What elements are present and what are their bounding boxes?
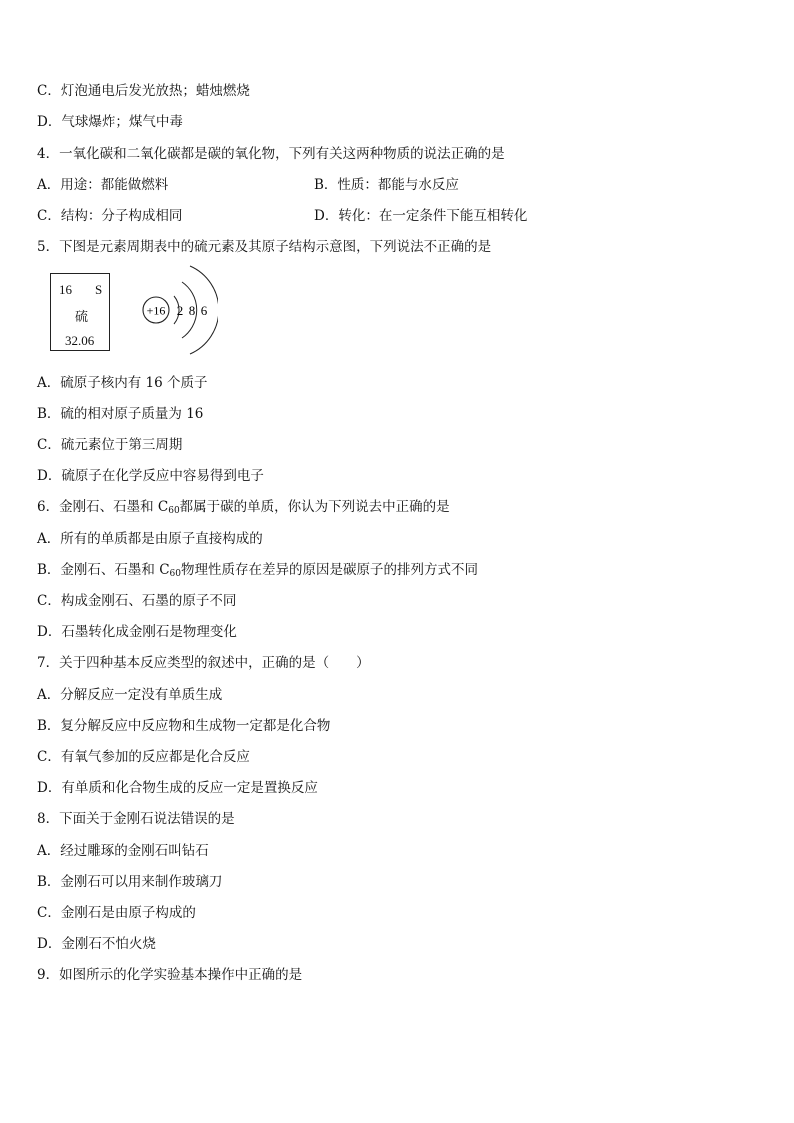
- q3-option-d: D．气球爆炸；煤气中毒: [37, 114, 183, 130]
- atomic-number: 16: [59, 282, 72, 297]
- q7-option-c: C．有氧气参加的反应都是化合反应: [37, 749, 250, 765]
- q5-option-a: A．硫原子核内有 16 个质子: [37, 375, 208, 391]
- q6-stem-pre: 6．金刚石、石墨和 C: [37, 499, 169, 515]
- q6-stem-post: 都属于碳的单质，你认为下列说去中正确的是: [179, 499, 450, 515]
- q4-option-d: D．转化：在一定条件下能互相转化: [314, 208, 528, 224]
- q6-option-b-post: 物理性质存在差异的原因是碳原子的排列方式不同: [181, 562, 478, 578]
- q6-option-b-subscript: 60: [169, 569, 181, 579]
- nucleus-charge: +16: [146, 303, 166, 318]
- q4-option-c: C．结构：分子构成相同: [37, 208, 183, 224]
- q7-stem: 7．关于四种基本反应类型的叙述中，正确的是（ ）: [37, 655, 370, 671]
- q7-option-d: D．有单质和化合物生成的反应一定是置换反应: [37, 780, 318, 796]
- q8-option-b: B．金刚石可以用来制作玻璃刀: [37, 874, 223, 890]
- q6-option-b: [37, 561, 478, 579]
- q5-option-c: C．硫元素位于第三周期: [37, 437, 183, 453]
- q4-option-b: B．性质：都能与水反应: [314, 177, 459, 193]
- q6-option-a: A．所有的单质都是由原子直接构成的: [37, 531, 263, 547]
- q5-option-b: B．硫的相对原子质量为 16: [37, 406, 204, 422]
- q8-stem: 8．下面关于金刚石说法错误的是: [37, 811, 235, 827]
- q6-stem-subscript: 60: [168, 506, 180, 516]
- q8-option-d: D．金刚石不怕火烧: [37, 936, 156, 952]
- q7-option-b: B．复分解反应中反应物和生成物一定都是化合物: [37, 718, 331, 734]
- q6-option-d: D．石墨转化成金刚石是物理变化: [37, 624, 237, 640]
- q5-stem: 5．下图是元素周期表中的硫元素及其原子结构示意图，下列说法不正确的是: [37, 239, 492, 255]
- q8-option-c: C．金刚石是由原子构成的: [37, 905, 196, 921]
- q3-option-c: C．灯泡通电后发光放热；蜡烛燃烧: [37, 83, 250, 99]
- shell-1-electrons: 2: [176, 303, 184, 318]
- atomic-mass: 32.06: [65, 333, 95, 348]
- element-symbol: S: [95, 282, 103, 297]
- sulfur-atom-structure-diagram: [138, 262, 218, 358]
- element-name: 硫: [75, 309, 89, 324]
- q7-option-a: A．分解反应一定没有单质生成: [37, 687, 223, 703]
- q4-stem: 4．一氧化碳和二氧化碳都是碳的氧化物，下列有关这两种物质的说法正确的是: [37, 146, 505, 162]
- q8-option-a: A．经过雕琢的金刚石叫钻石: [37, 843, 209, 859]
- q4-option-a: A．用途：都能做燃料: [37, 177, 169, 193]
- q6-option-c: C．构成金刚石、石墨的原子不同: [37, 593, 237, 609]
- q6-stem: [37, 498, 450, 516]
- q5-option-d: D．硫原子在化学反应中容易得到电子: [37, 468, 264, 484]
- q9-stem: 9．如图所示的化学实验基本操作中正确的是: [37, 967, 303, 983]
- periodic-table-cell-sulfur: [50, 273, 110, 351]
- q6-option-b-pre: B．金刚石、石墨和 C: [37, 562, 170, 578]
- shell-3-electrons: 6: [200, 303, 208, 318]
- shell-2-electrons: 8: [188, 303, 196, 318]
